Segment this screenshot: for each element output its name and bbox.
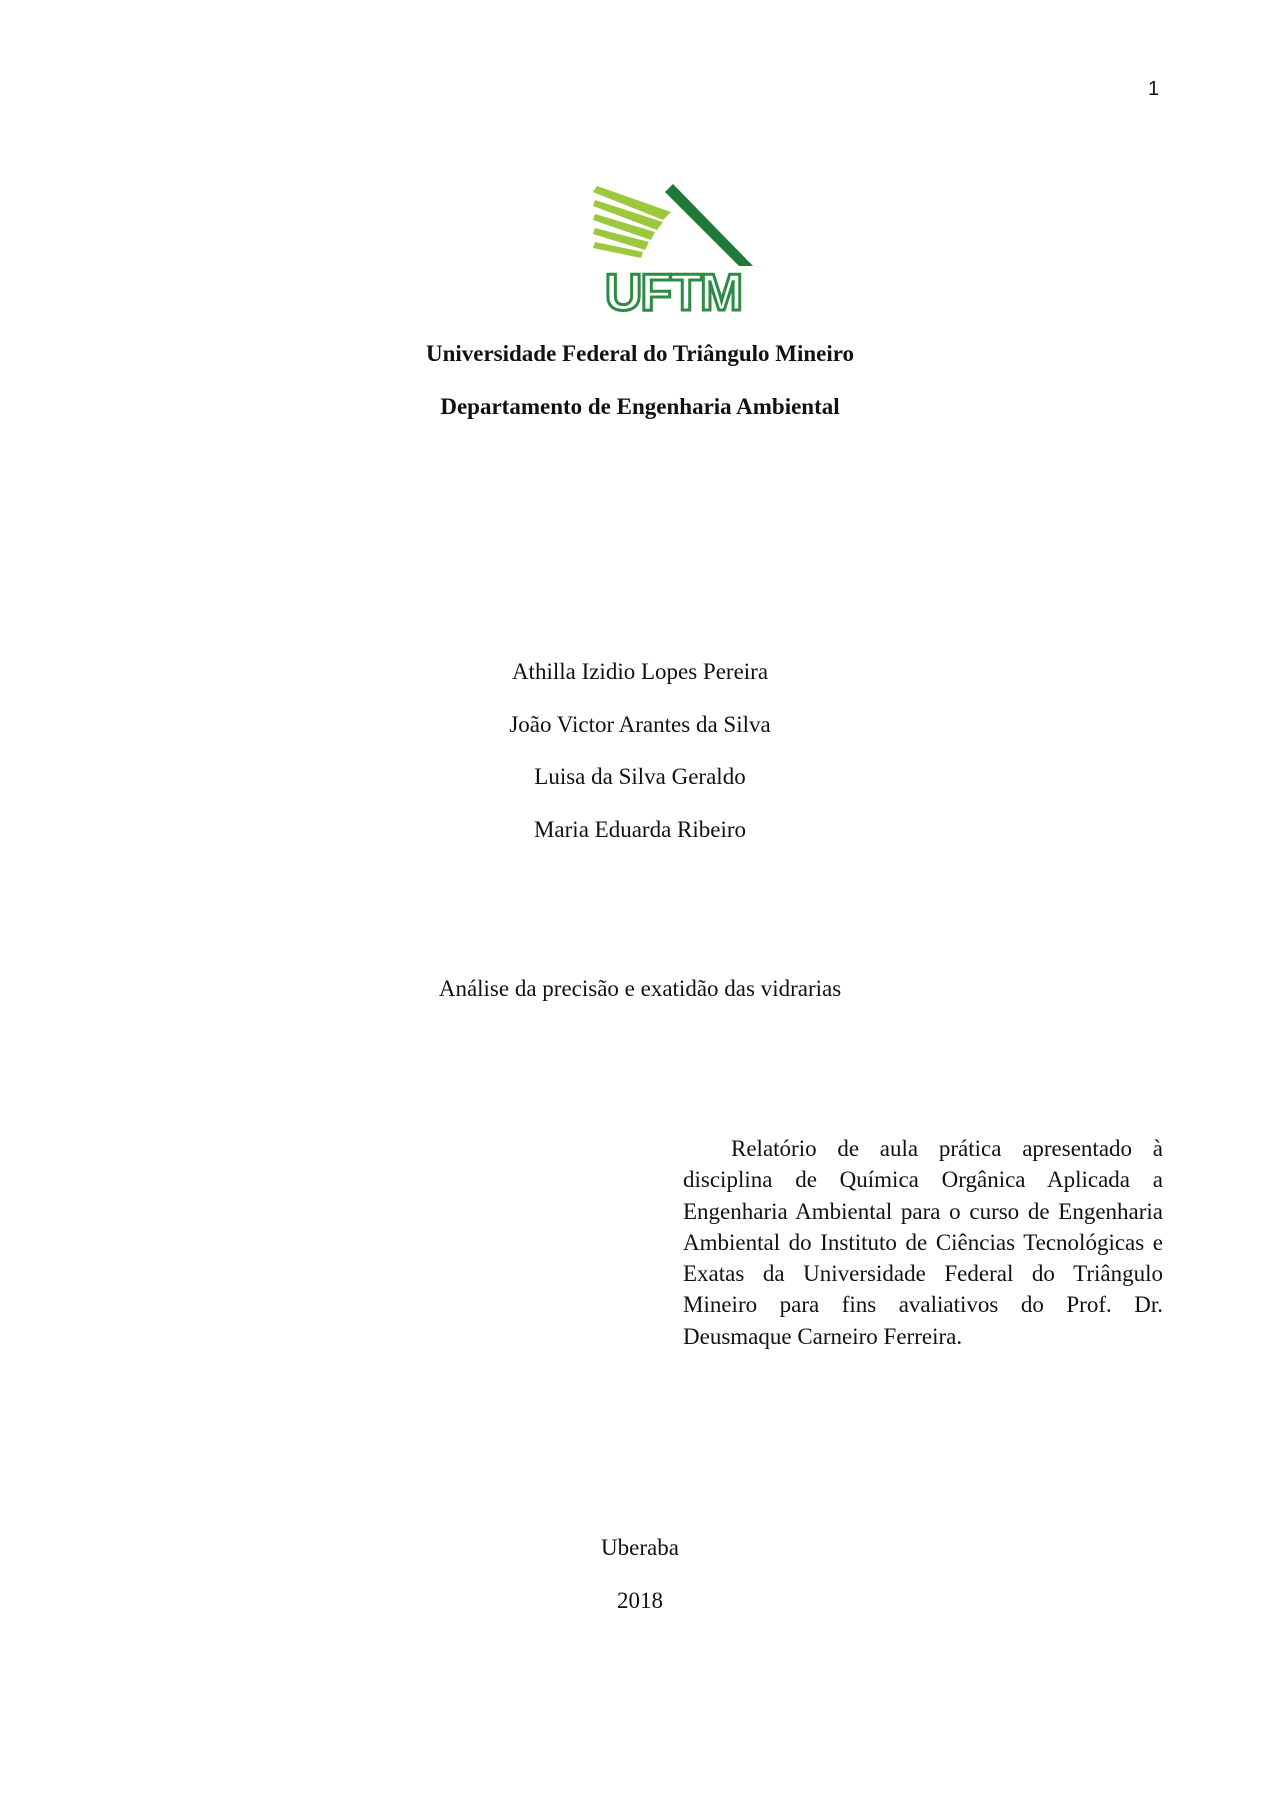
- author-name: Athilla Izidio Lopes Pereira: [511, 659, 769, 684]
- department-name: Departamento de Engenharia Ambiental: [440, 394, 840, 419]
- uftm-logo: [593, 184, 753, 312]
- logo-roof: [673, 184, 753, 266]
- author-name: Maria Eduarda Ribeiro: [533, 817, 747, 842]
- year: 2018: [617, 1588, 663, 1613]
- author-name: João Victor Arantes da Silva: [509, 712, 771, 737]
- report-title: Análise da precisão e exatidão das vidrarias: [438, 976, 842, 1001]
- page-number: 1: [1148, 78, 1160, 100]
- logo-text: UFTM: [604, 264, 742, 312]
- logo-roof-left: [665, 184, 673, 200]
- report-description: Relatório de aula prática apresentado à disciplina de Química Orgânica Aplicada a Engenharia Ambiental para o curso de Engenharia Ambiental do Instituto de Ciências Tecnológicas e Exatas da Universidade Federal do Triângulo Mineiro para fins avaliativos do Prof. Dr. Deusmaque Carneiro Ferreira.: [683, 1136, 1163, 1349]
- institution-name: Universidade Federal do Triângulo Mineiro: [425, 341, 855, 366]
- city: Uberaba: [601, 1535, 679, 1560]
- author-name: Luisa da Silva Geraldo: [534, 764, 746, 789]
